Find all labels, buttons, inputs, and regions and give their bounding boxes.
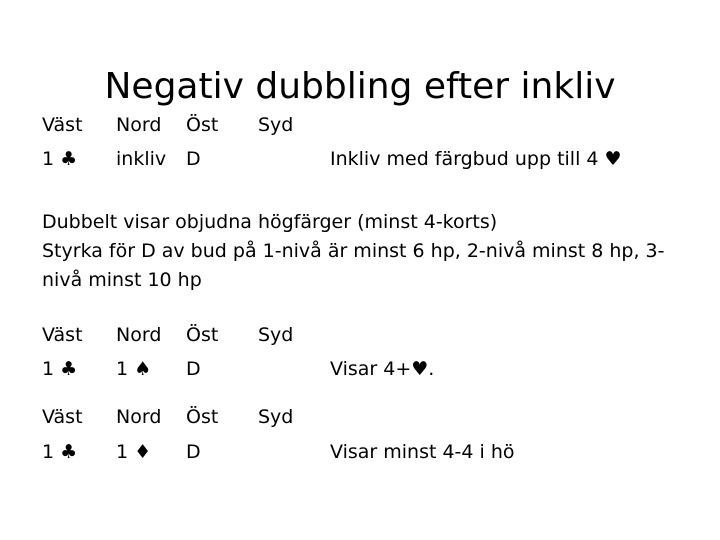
paragraph-line-3: nivå minst 10 hp — [42, 269, 202, 291]
bid-nord: 1 ♠ — [116, 358, 152, 380]
bid-ost: D — [186, 358, 201, 380]
header-nord: Nord — [116, 324, 162, 346]
bid-vast: 1 ♣ — [42, 441, 78, 463]
bid-nord: 1 ♦ — [116, 441, 152, 463]
bid-note: Visar 4+♥. — [330, 358, 435, 380]
header-syd: Syd — [258, 324, 294, 346]
bid-note: Visar minst 4-4 i hö — [330, 441, 515, 463]
bid-vast: 1 ♣ — [42, 358, 78, 380]
explanation-paragraph — [42, 208, 678, 295]
paragraph-line-2: Styrka för D av bud på 1-nivå är minst 6 hp, 2-nivå minst 8 hp, 3- — [42, 240, 665, 262]
bid-vast: 1 ♣ — [42, 148, 78, 170]
header-ost: Öst — [186, 324, 219, 346]
header-vast: Väst — [42, 406, 83, 428]
header-syd: Syd — [258, 406, 294, 428]
header-syd: Syd — [258, 114, 294, 136]
bid-nord: inkliv — [116, 148, 167, 170]
header-nord: Nord — [116, 406, 162, 428]
paragraph-line-1: Dubbelt visar objudna högfärger (minst 4-korts) — [42, 211, 498, 233]
header-vast: Väst — [42, 324, 83, 346]
bid-ost: D — [186, 441, 201, 463]
header-ost: Öst — [186, 114, 219, 136]
header-vast: Väst — [42, 114, 83, 136]
slide-title: Negativ dubbling efter inkliv — [104, 66, 616, 108]
bid-note: Inkliv med färgbud upp till 4 ♥ — [330, 148, 622, 170]
bid-ost: D — [186, 148, 201, 170]
header-ost: Öst — [186, 406, 219, 428]
header-nord: Nord — [116, 114, 162, 136]
